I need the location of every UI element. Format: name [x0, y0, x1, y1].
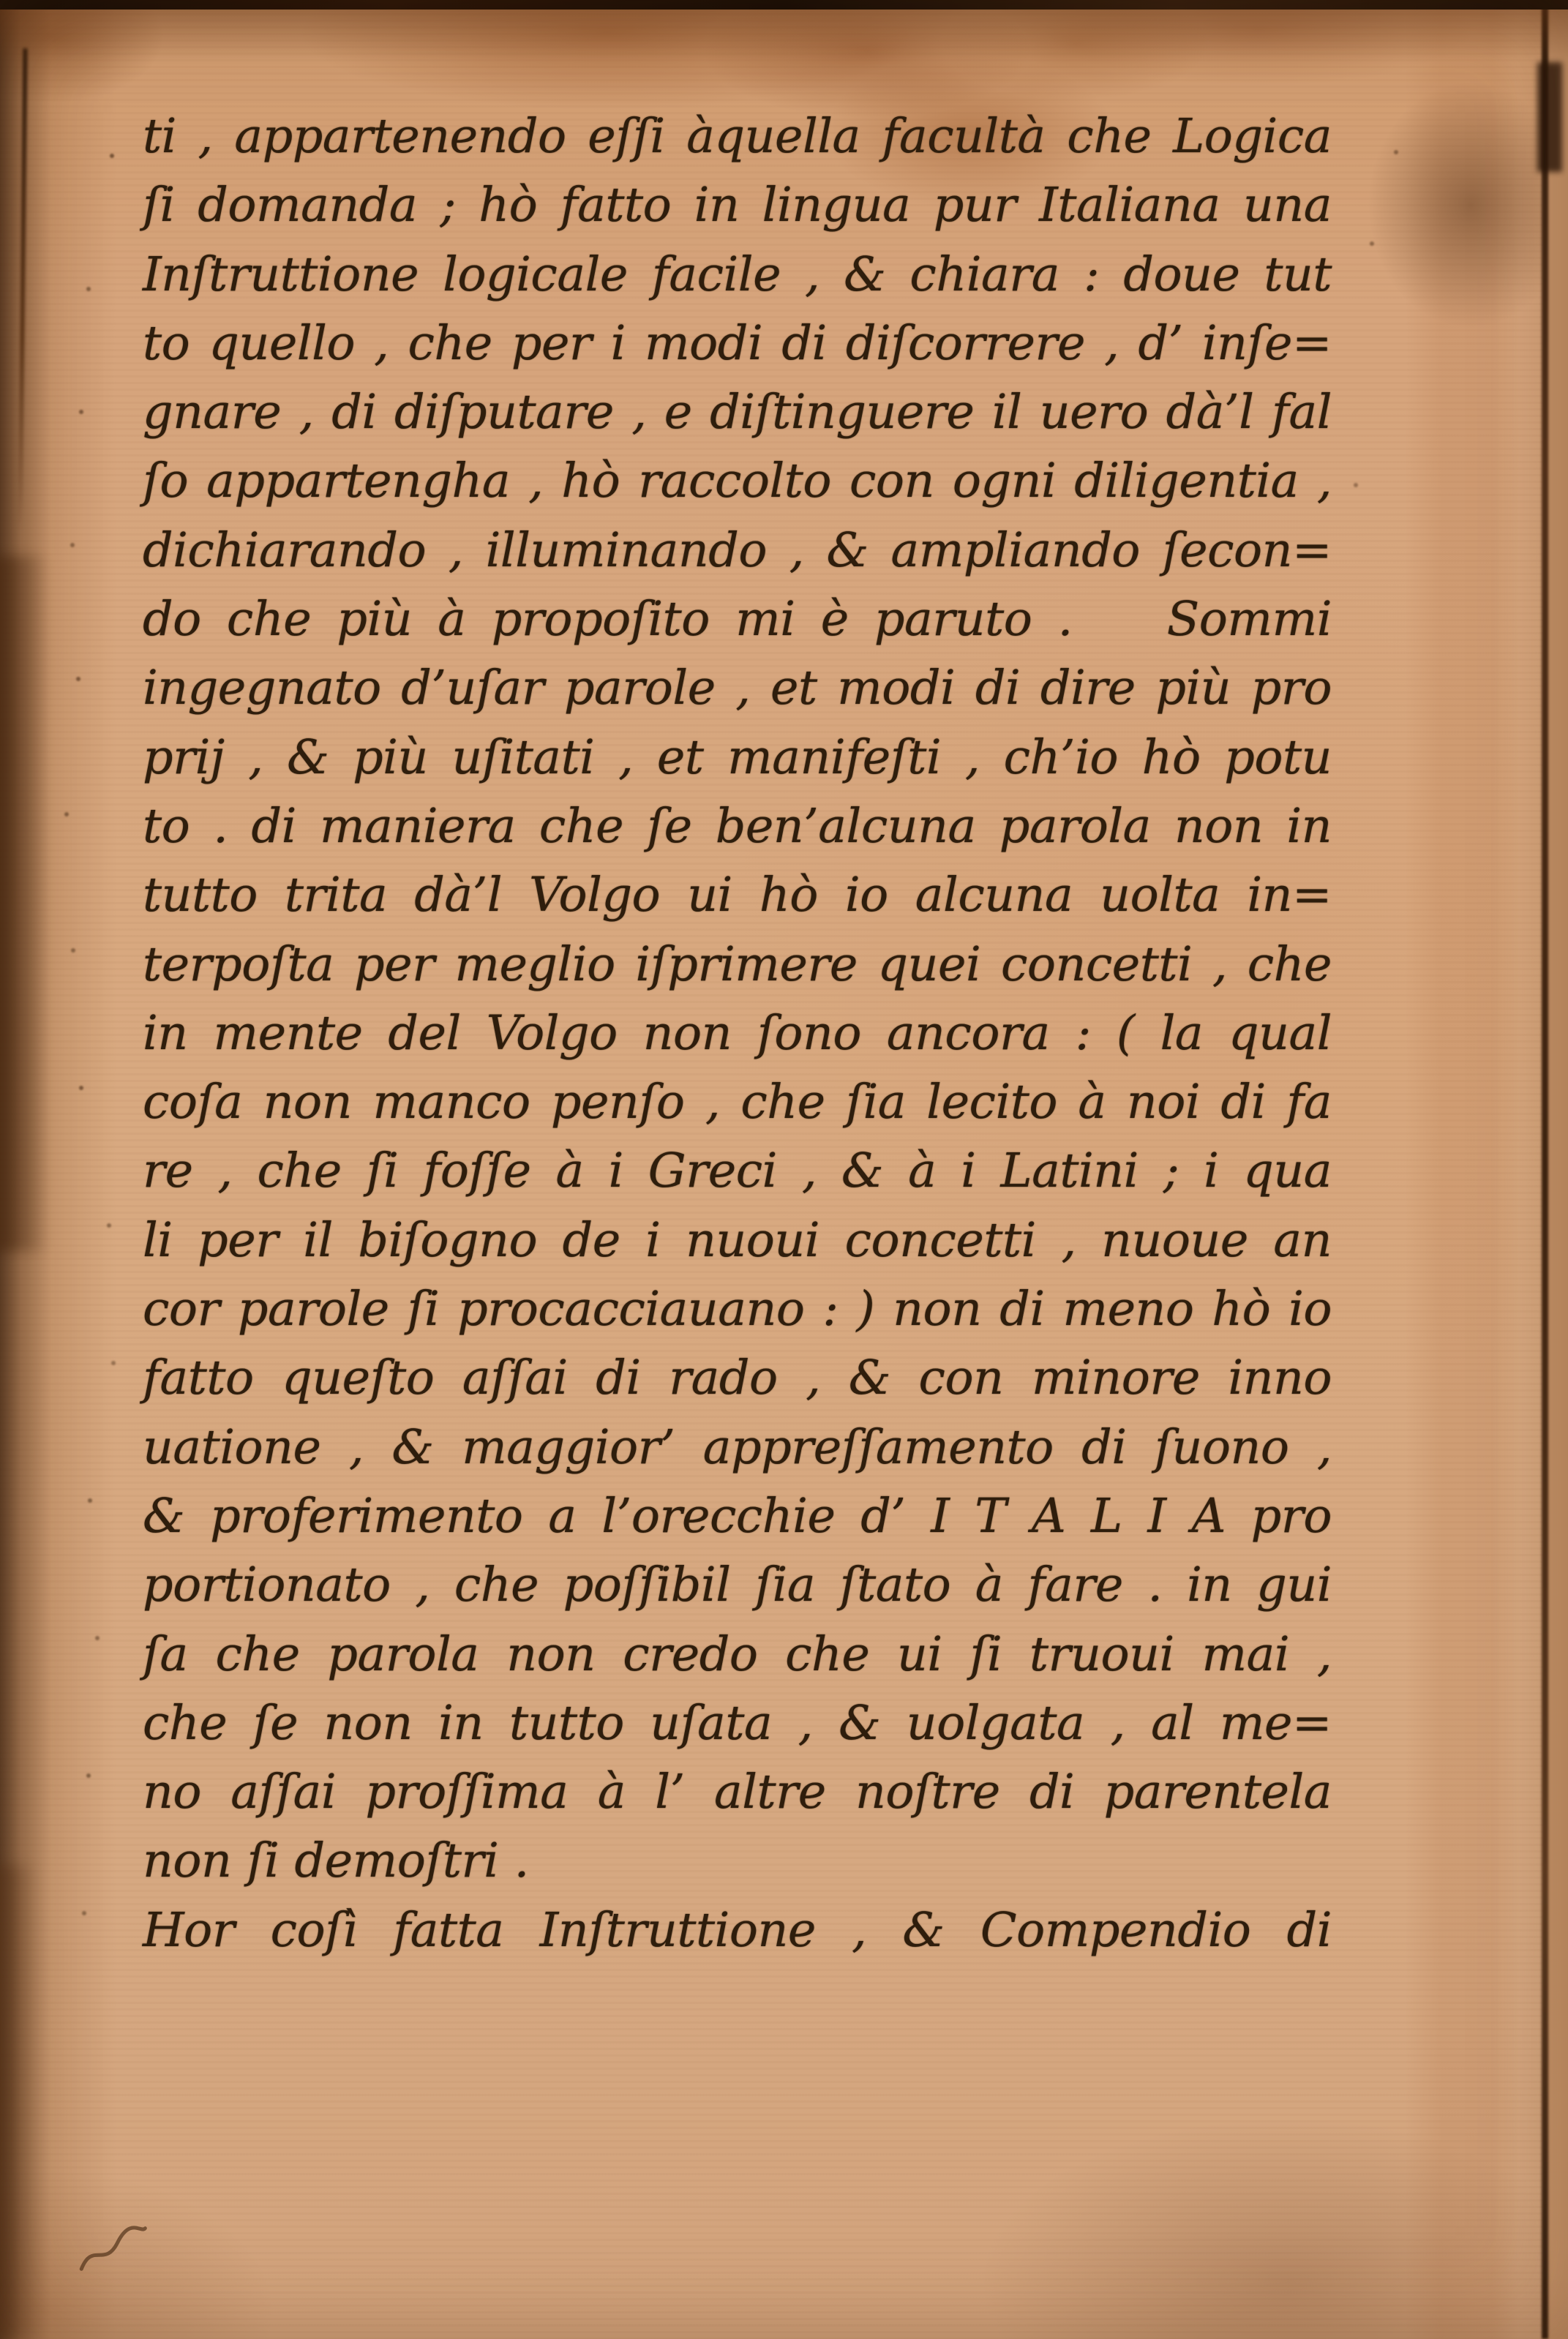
text-line: ſa che parola non credo che ui ſi truoui mai , — [143, 1626, 1332, 1682]
text-line: ſo appartengha , hò raccolto con ogni diligentia , — [143, 454, 1332, 509]
text-line: in mente del Volgo non ſono ancora : ( la qual — [143, 1005, 1332, 1061]
text-line: cor parole ſi procacciauano : ) non di meno hò io — [143, 1282, 1332, 1337]
text-line: prij , & più uſitati , et manifeſti , ch’io hò potu — [143, 729, 1332, 785]
page-top-shadow — [0, 10, 1568, 61]
text-line: no aſſai proſſima à l’ altre noſtre di parentela — [143, 1765, 1332, 1820]
text-line: & proferimento a l’orecchie d’ I T A L I A pro — [143, 1488, 1332, 1544]
text-line: to quello , che per i modi di diſcorrere , d’ inſe= — [143, 315, 1332, 371]
text-line: ſi domanda ; hò fatto in lingua pur Italiana una — [143, 178, 1332, 233]
text-line: ti , appartenendo eſſi àquella facultà che Logica — [143, 109, 1332, 164]
text-line: gnare , di diſputare , e diſtinguere il uero dà’l fal — [143, 385, 1332, 440]
text-line: non ſi demoſtri . — [143, 1833, 529, 1889]
gutter-shadow-bottom — [0, 1866, 35, 2339]
text-line: coſa non manco penſo , che ſia lecito à noi di fa — [143, 1075, 1332, 1130]
margin-ink-specks — [0, 0, 4, 4]
right-edge-ink-blotch — [1537, 62, 1562, 172]
text-line: terpoſta per meglio iſprimere quei concetti , che — [143, 936, 1332, 992]
text-line: ingegnato d’uſar parole , et modi di dire più pro — [143, 661, 1332, 716]
text-block — [143, 102, 1332, 1965]
handwritten-mark — [70, 2219, 157, 2281]
text-line: uatione , & maggior’ appreſſamento di ſuono , — [143, 1419, 1332, 1475]
text-line: che ſe non in tutto uſata , & uolgata , al me= — [143, 1695, 1332, 1751]
text-line: Hor coſì fatta Inſtruttione , & Compendio di — [143, 1902, 1332, 1958]
text-line: fatto queſto aſſai di rado , & con minore inno — [143, 1351, 1332, 1406]
text-line: tutto trita dà’l Volgo ui hò io alcuna uolta in= — [143, 868, 1332, 923]
text-line: do che più à propoſito mi è paruto . Sommi — [143, 592, 1332, 647]
text-line: dichiarando , illuminando , & ampliando ſecon= — [143, 522, 1332, 578]
text-line: Inſtruttione logicale facile , & chiara : doue tut — [143, 247, 1332, 302]
page-top-edge — [0, 0, 1568, 10]
text-line: to . di maniera che ſe ben’alcuna parola non in — [143, 798, 1332, 854]
page-right-edge-line — [1542, 0, 1548, 2339]
text-line: portionato , che poſſibil ſia ſtato à fare . in gui — [143, 1558, 1332, 1613]
gutter-shadow-lower — [0, 556, 48, 1251]
text-line: re , che ſi foſſe à i Greci , & à i Latini ; i qua — [143, 1144, 1332, 1199]
text-line: li per il biſogno de i nuoui concetti , nuoue an — [143, 1212, 1332, 1268]
